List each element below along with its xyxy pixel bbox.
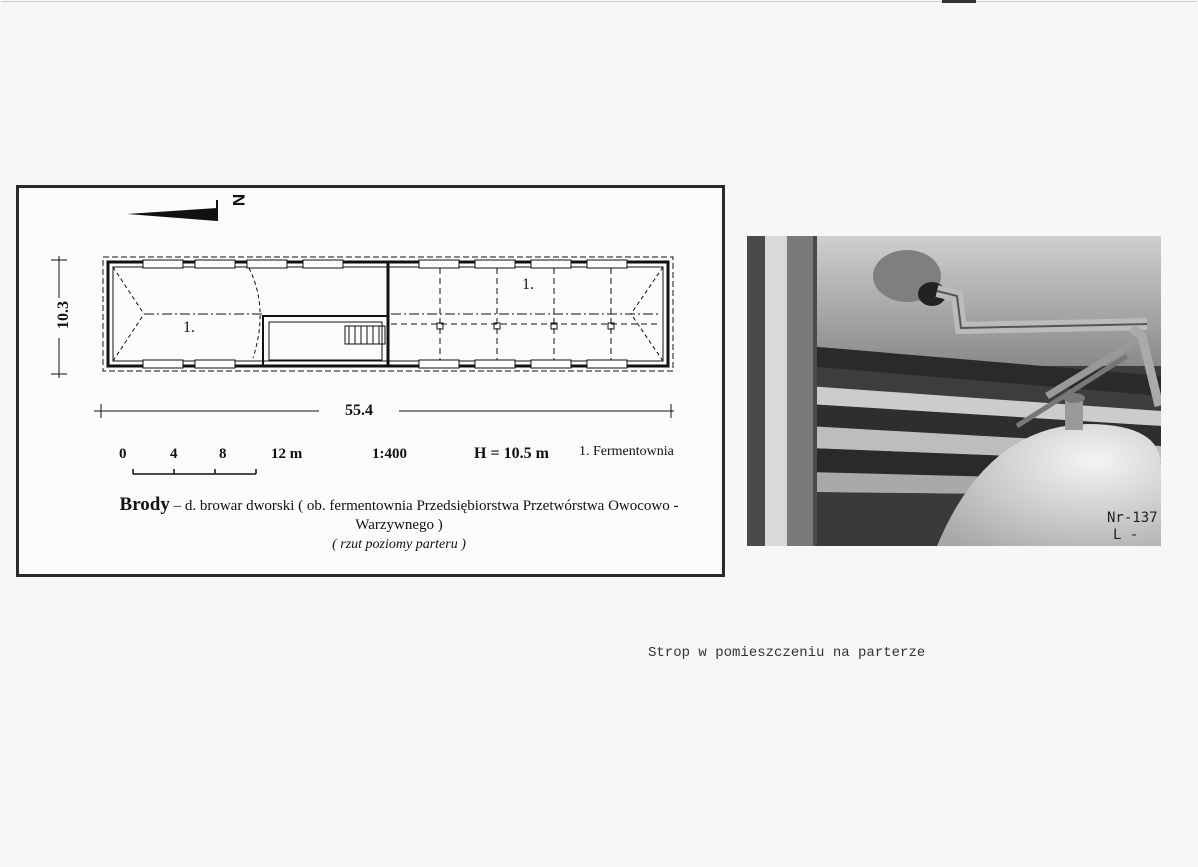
legend-item: 1. Fermentownia	[579, 444, 674, 459]
north-arrow-icon	[127, 208, 217, 221]
tank-marking-line2: L -	[1113, 527, 1139, 543]
length-dimension-line	[94, 404, 674, 418]
caption-line3: ( rzut poziomy parteru )	[332, 537, 466, 552]
floor-plan-panel	[16, 185, 725, 577]
caption-line2: Warzywnego )	[355, 517, 443, 533]
building-height: H = 10.5 m	[474, 445, 549, 462]
ceiling-photo	[747, 236, 1161, 546]
building-outline	[103, 257, 673, 371]
scale-ratio: 1:400	[372, 446, 407, 462]
north-label: N	[229, 193, 249, 207]
top-edge-line	[1, 1, 1197, 2]
photo-caption: Strop w pomieszczeniu na parterze	[648, 645, 926, 661]
length-dimension-label: 55.4	[345, 402, 373, 419]
width-dimension-label: 10.3	[55, 301, 72, 329]
scale-tick-12m: 12 m	[271, 446, 303, 462]
scale-bar	[133, 469, 256, 474]
scale-tick-0: 0	[119, 446, 127, 462]
plan-caption	[79, 495, 719, 554]
caption-place: Brody	[119, 494, 170, 515]
room-label-right: 1.	[522, 276, 534, 293]
room-label-left: 1.	[183, 319, 195, 336]
top-edge-mark	[942, 0, 976, 3]
scale-tick-8: 8	[219, 446, 227, 462]
tank-marking-line1: Nr-137	[1107, 510, 1158, 526]
ceiling-photo-image	[747, 236, 1161, 546]
caption-line1: – d. browar dworski ( ob. fermentownia Przedsiębiorstwa Przetwórstwa Owocowo -	[169, 498, 679, 514]
scale-tick-4: 4	[170, 446, 178, 462]
